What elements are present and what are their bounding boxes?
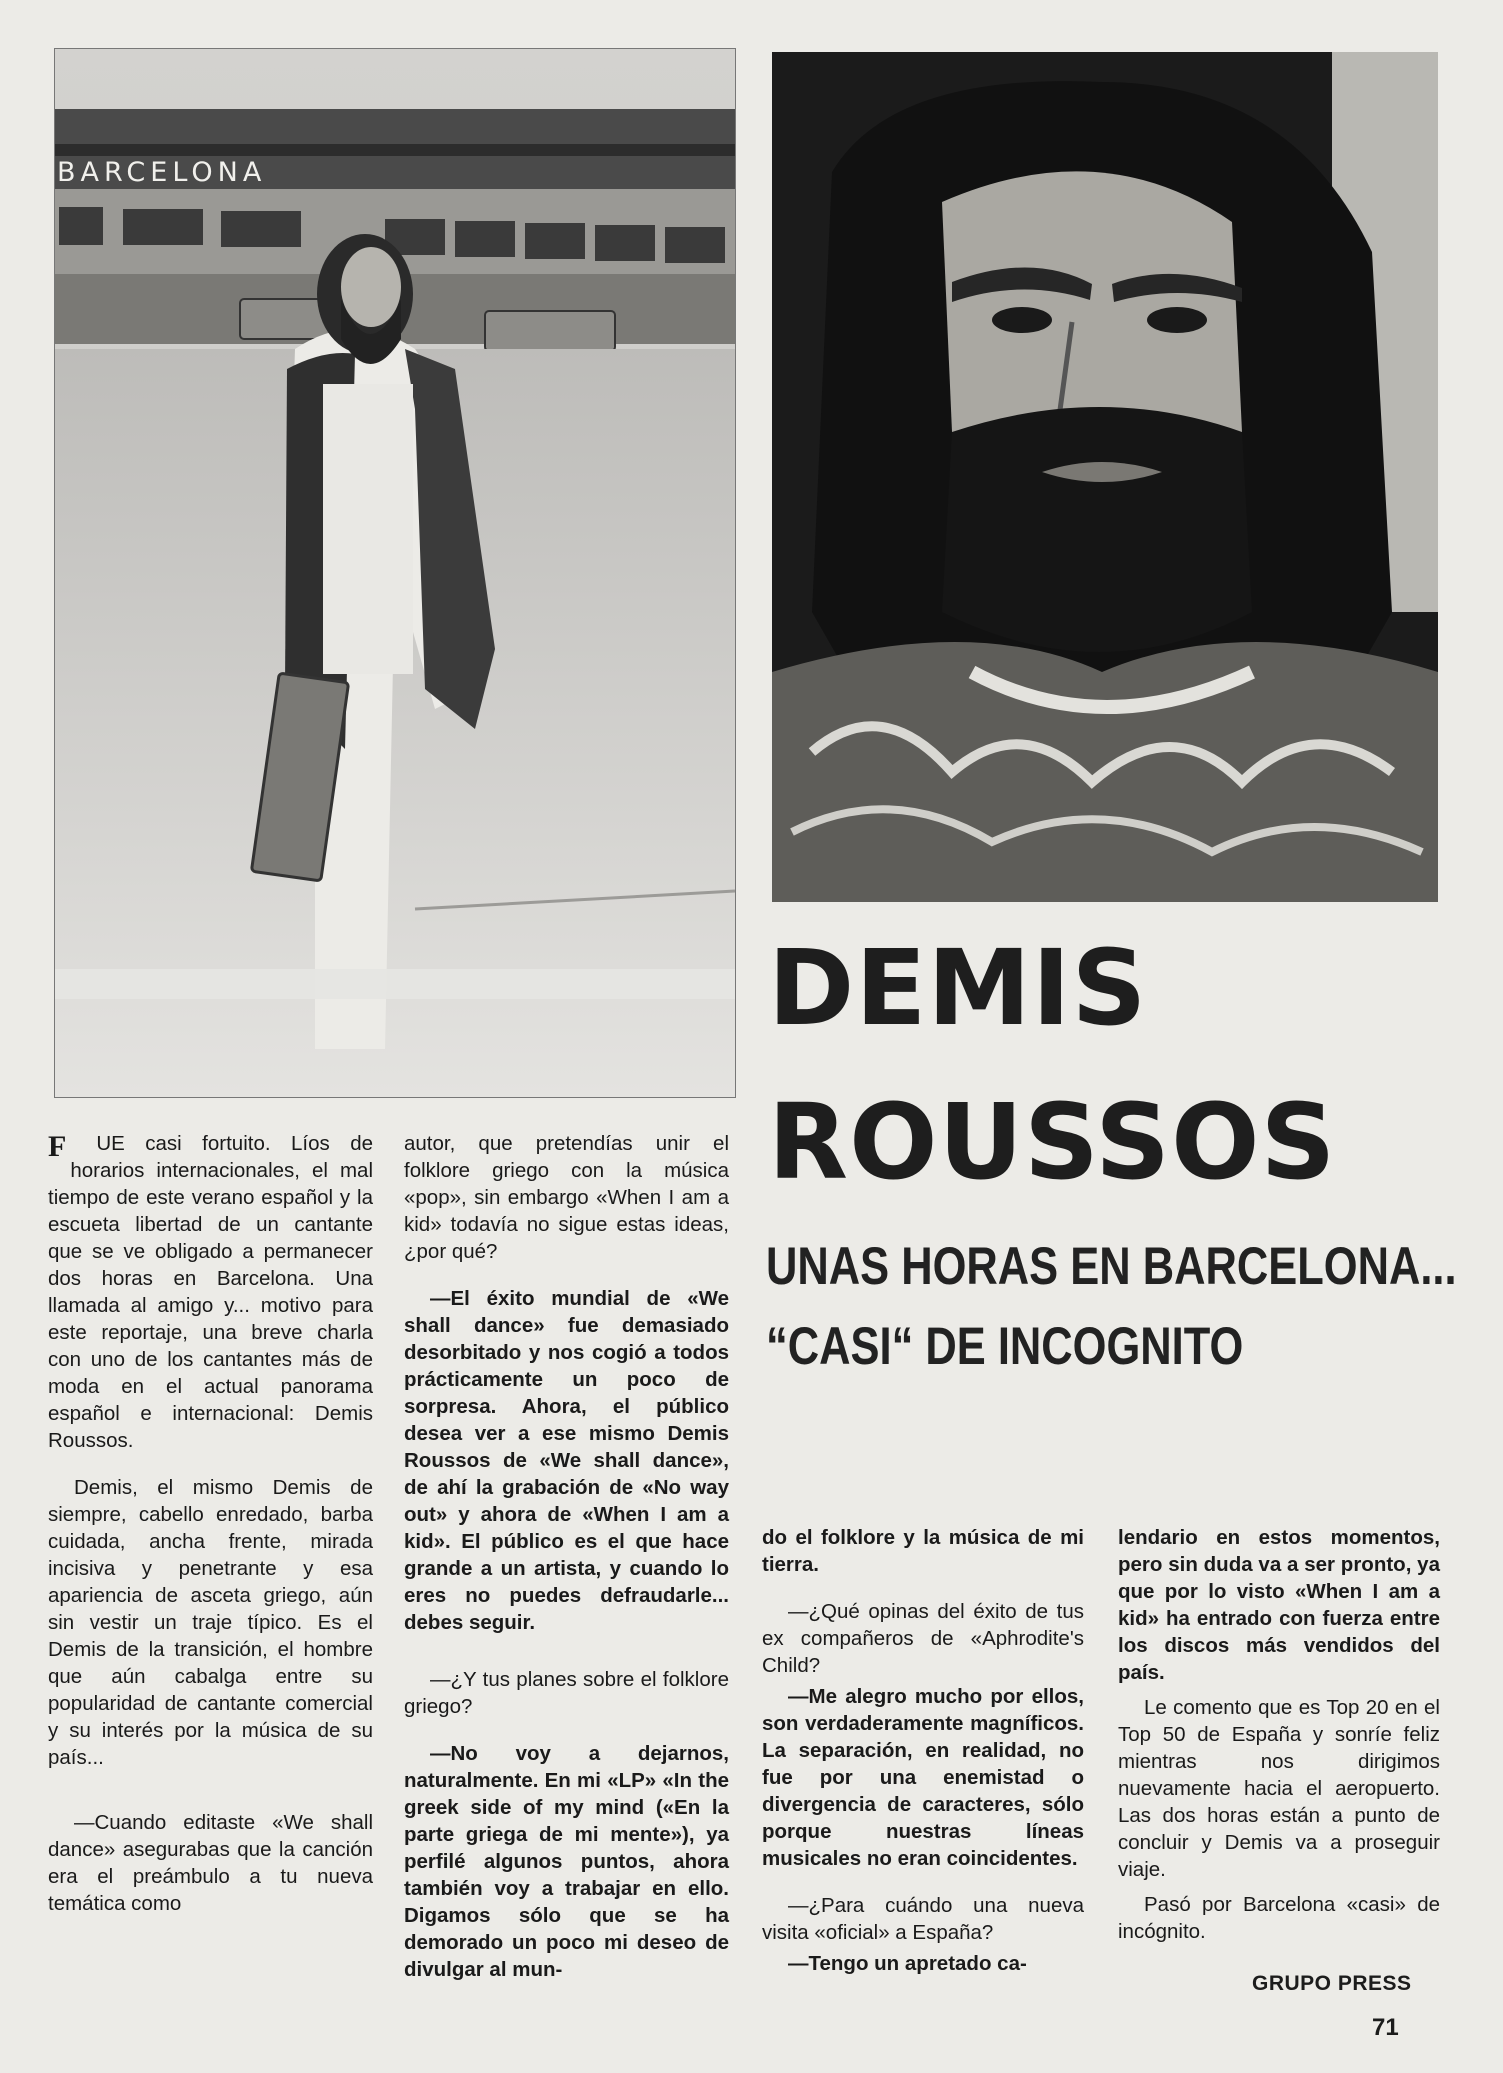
drop-cap: F [48,1130,67,1163]
headline-line-1: DEMIS [768,927,1148,1049]
article-text: UE casi fortuito. Líos de horarios internacionales, el mal tiempo de este verano español y la escueta libertad de un cantante que se ve obligado a permanecer dos horas en Barcelona. Una llamada al amigo y... motivo para este reportaje, una breve charla con uno de los cantantes más de moda en el actual panorama español e internacional: Demis Roussos. [48,1132,373,1452]
page-number: 71 [1372,2014,1399,2041]
article-question: autor, que pretendías unir el folklore griego con la música «pop», sin embargo «When I am a kid» todavía no sigue estas ideas, ¿por qué? [404,1132,729,1263]
article-column-4 [1118,1524,1440,1965]
byline-credit: GRUPO PRESS [1252,1972,1412,1995]
article-answer: —Me alegro mucho por ellos, son verdaderamente magníficos. La separación, en realidad, no fue por una enemistad o divergencia de caracteres, sólo porque nuestras líneas musicales no eran coincidentes. [762,1685,1084,1870]
article-question: —¿Y tus planes sobre el folklore griego? [404,1668,729,1718]
article-paragraph: Pasó por Barcelona «casi» de incógnito. [1118,1893,1440,1943]
article-answer: —El éxito mundial de «We shall dance» fue demasiado desorbitado y nos cogió a todos prácticamente un poco de sorpresa. Ahora, el público desea ver a ese mismo Demis Roussos de «We shall dance», de ahí la grabación de «No way out» y ahora de «When I am a kid». El público es el que hace grande a un artista, y cuando lo eres no puedes defraudarle... debes seguir. [404,1287,729,1634]
article-column-3 [762,1524,1084,1997]
article-answer: —No voy a dejarnos, naturalmente. En mi «LP» «In the greek side of my mind («En la parte griega de mi mente»), ya perfilé algunos puntos, ahora también voy a trabajar en ello. Digamos sólo que se ha demorado un poco mi deseo de divulgar al mun- [404,1742,729,1981]
portrait-photo-image [772,52,1438,902]
article-column-1 [48,1130,373,1937]
article-answer: —Tengo un apretado ca- [788,1952,1027,1975]
airport-photo [54,48,736,1098]
article-paragraph [48,1130,373,1454]
barcelona-sign: BARCELONA [57,157,267,188]
article-paragraph: Demis, el mismo Demis de siempre, cabello enredado, barba cuidada, ancha frente, mirada incisiva y penetrante y esa apariencia de asceta griego, aún sin vestir un traje típico. Es el Demis de la transición, el hombre que aún cabalga entre su popularidad de cantante comercial y su interés por la música de su país... [48,1476,373,1769]
article-paragraph: Le comento que es Top 20 en el Top 50 de España y sonríe feliz mientras nos dirigimos nuevamente hacia el aeropuerto. Las dos horas están a punto de concluir y Demis va a proseguir viaje. [1118,1696,1440,1881]
subheadline-line-1: UNAS HORAS EN BARCELONA... [766,1237,1457,1296]
headline-line-2: ROUSSOS [768,1081,1337,1203]
airport-photo-image [55,49,735,1097]
portrait-photo [772,52,1438,902]
article-question: —Cuando editaste «We shall dance» asegurabas que la canción era el preámbulo a tu nueva temática como [48,1811,373,1915]
article-question: —¿Para cuándo una nueva visita «oficial» a España? [762,1894,1084,1944]
article-question: —¿Qué opinas del éxito de tus ex compañeros de «Aphrodite's Child? [762,1600,1084,1677]
article-column-2 [404,1130,729,2003]
article-answer: lendario en estos momentos, pero sin duda va a ser pronto, ya que por lo visto «When I am a kid» ha entrado con fuerza entre los discos más vendidos del país. [1118,1526,1440,1684]
article-answer: do el folklore y la música de mi tierra. [762,1526,1084,1576]
subheadline-line-2: “CASI“ DE INCOGNITO [766,1317,1244,1376]
